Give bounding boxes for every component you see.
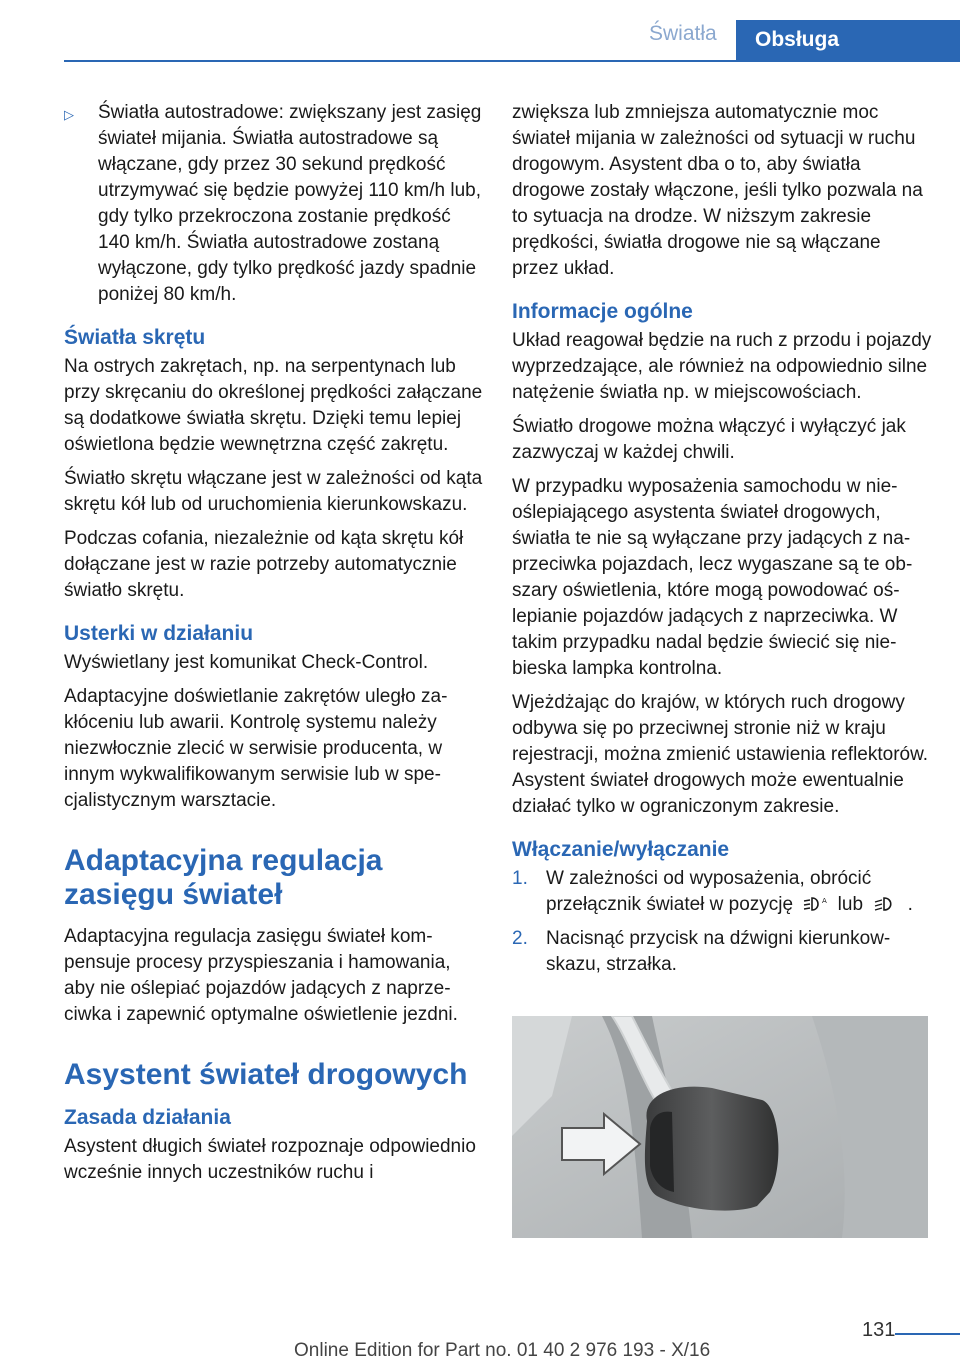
general-paragraph-1: Układ reagował będzie na ruch z przodu i pojazdy wyprzedzające, ale również na odpowiednio silne natężenie światła np. w miejscowościach. [512,330,932,403]
edition-note: Online Edition for Part no. 01 40 2 976 193 - X/16 [294,1340,711,1361]
general-paragraph-4: Wjeżdżając do krajów, w których ruch drogowy odbywa się po przeciwnej stronie niż w kraju rejestracji, można zmienić ustawienia reflektorów. Asystent świateł drogowych może ewentualnie działać tylko w ograniczonym zakresie. [512,692,929,817]
header-rule [64,60,960,62]
right-column [512,100,932,986]
footer-rule [895,1333,960,1335]
bullet-text: Światła autostradowe: zwiększany jest zasięg świateł mijania. Światła autostradowe są włączane, gdy przez 30 sekund prędkość utrzymywać się będzie powyżej 110 km/h lub, gdy tylko przekroczona zostanie prędkość 140 km/h. Światła autostradowe zostaną wyłączone, gdy tylko prędkość jazdy spadnie poniżej 80 km/h. [98,102,482,305]
continuation-paragraph: zwiększa lub zmniejsza automatycznie moc świateł mijania w zależności od sytuacji w ruchu drogowym. Asystent dba o to, aby światła drogowe zostały włączone, jeśli tylko pozwala na to sytuacja na drodze. W niższym zakresie prędkości, światła drogowe nie są włączane przez układ. [512,102,923,279]
chapter-tab: Obsługa [736,20,960,62]
svg-text:A: A [822,897,828,905]
principle-paragraph: Asystent długich świateł rozpoznaje odpowiednio wcześnie innych uczestników ruchu i [64,1136,476,1183]
section-tab: Światła [649,22,717,45]
low-beam-icon [872,895,898,913]
left-column [64,100,484,1194]
step-1 [512,866,932,918]
page-header [0,0,960,62]
step-1-or: lub [837,894,864,915]
page-number: 131 [862,1319,896,1341]
fault-paragraph-1: Wyświetlany jest komunikat Check-Control. [64,652,429,673]
step-1-end: . [907,894,913,915]
step-1-text: W zależności od wyposażenia, obrócić przełącznik świateł w pozycję [546,868,872,915]
cornering-heading: Światła skrętu [64,326,206,349]
triangle-right-icon: ▷ [64,107,74,122]
turn-signal-lever-illustration [512,1016,928,1238]
step-number: 2. [512,928,528,949]
principle-heading: Zasada działania [64,1106,231,1129]
fault-heading: Usterki w działaniu [64,622,254,645]
automatic-headlight-icon [802,895,828,913]
adaptive-range-paragraph: Adaptacyjna regulacja zasięgu świateł kompensuje procesy przyspieszania i hamowania, aby nie oślepiać pojazdów jadących z naprzeciwka i zapewnić optymalne oświetlenie jezdni. [64,926,458,1025]
adaptive-range-heading: Adaptacyjna regulacja zasięgu świateł [64,844,383,911]
general-info-heading: Informacje ogólne [512,300,693,323]
on-off-heading: Włączanie/wyłączanie [512,838,730,861]
general-paragraph-3: W przypadku wyposażenia samochodu w nieoślepiającego asystenta świateł drogowych, światła te nie są wyłączane przy jadących z naprzeciwka pojazdach, lecz wygaszane są te obszary oświetlenia, które mogą powodować oślepianie pojazdów jadących z naprzeciwka. W takim przypadku nadal będzie świecić się niebieska lampka kontrolna. [512,476,913,679]
lever-illustration-graphic [512,1016,928,1238]
highway-lights-bullet [64,100,484,308]
cornering-paragraph-3: Podczas cofania, niezależnie od kąta skrętu kół dołączane jest w razie potrzeby automatycznie światło skrętu. [64,528,464,601]
step-2 [512,926,932,978]
cornering-paragraph-2: Światło skrętu włączane jest w zależności od kąta skrętu kół lub od uruchomienia kierunkowskazu. [64,468,483,515]
general-paragraph-2: Światło drogowe można włączyć i wyłączyć jak zazwyczaj w każdej chwili. [512,416,906,463]
fault-paragraph-2: Adaptacyjne doświetlanie zakrętów uległo zakłóceniu lub awarii. Kontrolę systemu należy niezwłocznie zlecić w serwisie producenta, w innym wykwalifikowanym serwisie lub w specjalistycznym warsztacie. [64,686,448,811]
cornering-paragraph-1: Na ostrych zakrętach, np. na serpentynach lub przy skręcaniu do określonej prędkości załączane są dodatkowe światła skrętu. Dzięki temu lepiej oświetlona będzie wewnętrzna część zakrętu. [64,356,483,455]
high-beam-assistant-heading: Asystent świateł drogowych [64,1058,468,1091]
step-2-text: Nacisnąć przycisk na dźwigni kierunkowskazu, strzałka. [546,928,891,975]
step-number: 1. [512,868,528,889]
